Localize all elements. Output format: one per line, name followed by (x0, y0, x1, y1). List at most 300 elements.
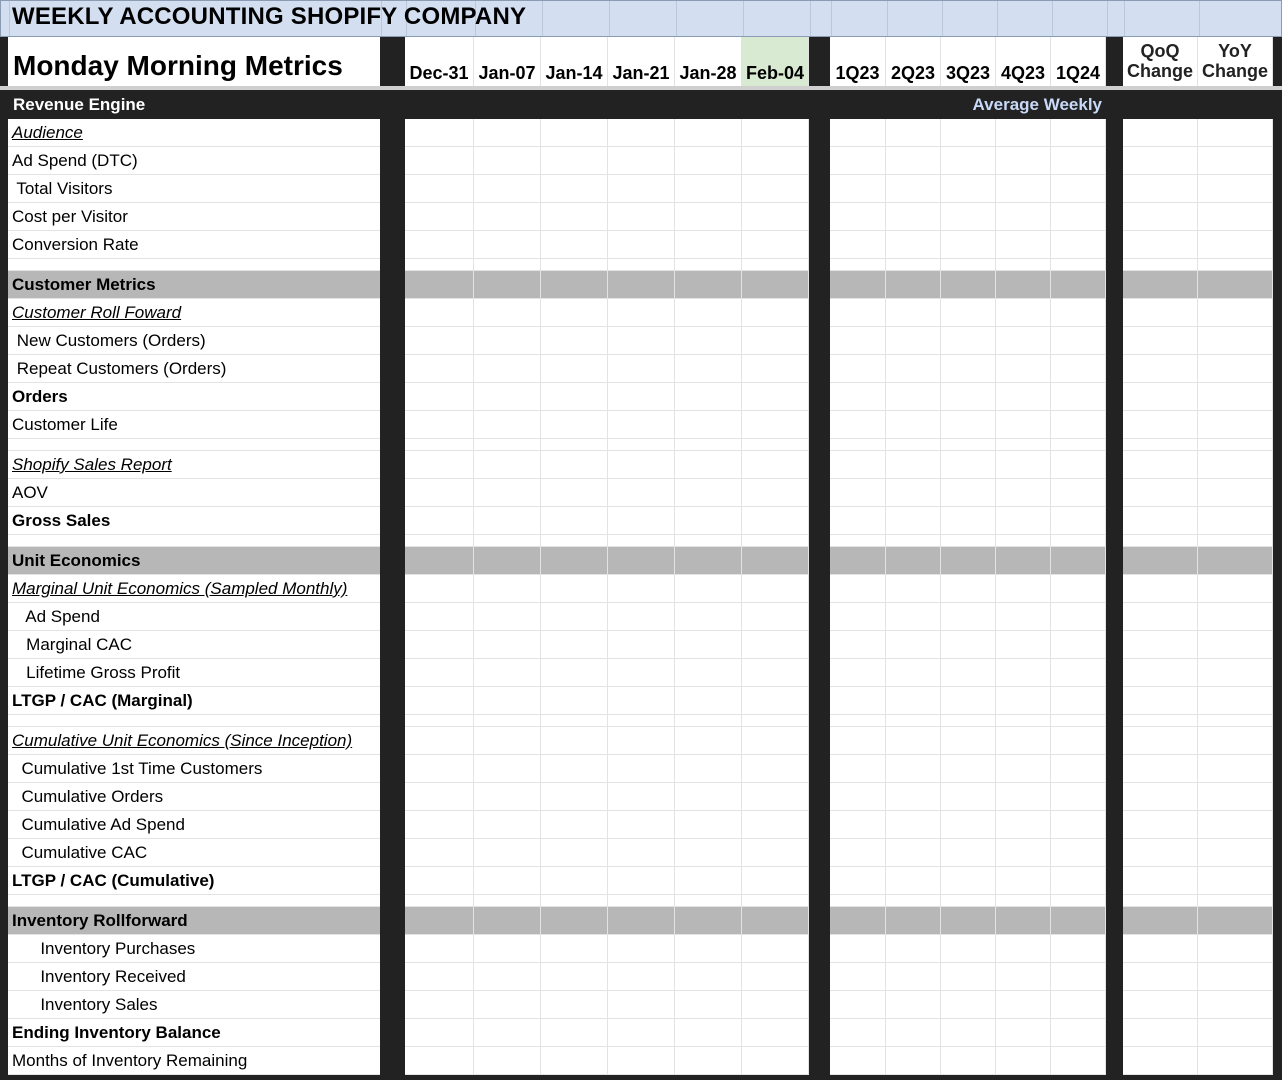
data-cell[interactable] (1198, 687, 1273, 715)
data-cell[interactable] (742, 411, 809, 439)
data-cell[interactable] (742, 535, 809, 547)
data-cell[interactable] (675, 755, 742, 783)
subtitle-cell[interactable] (8, 37, 380, 86)
data-cell[interactable] (996, 963, 1051, 991)
data-cell[interactable] (1051, 147, 1106, 175)
data-cell[interactable] (886, 231, 941, 259)
data-cell[interactable] (608, 811, 675, 839)
data-cell[interactable] (474, 907, 541, 935)
data-cell[interactable] (941, 451, 996, 479)
data-cell[interactable] (675, 119, 742, 147)
row-label-cell[interactable] (8, 119, 380, 147)
data-cell[interactable] (941, 991, 996, 1019)
row-label-cell[interactable] (8, 783, 380, 811)
data-cell[interactable] (941, 1047, 996, 1075)
data-cell[interactable] (675, 991, 742, 1019)
data-cell[interactable] (1123, 507, 1198, 535)
data-cell[interactable] (886, 783, 941, 811)
data-cell[interactable] (474, 451, 541, 479)
data-cell[interactable] (742, 895, 809, 907)
data-cell[interactable] (996, 439, 1051, 451)
data-cell[interactable] (474, 535, 541, 547)
data-cell[interactable] (1123, 575, 1198, 603)
row-label-cell[interactable] (8, 479, 380, 507)
data-cell[interactable] (941, 271, 996, 299)
data-cell[interactable] (886, 479, 941, 507)
data-cell[interactable] (1198, 907, 1273, 935)
data-cell[interactable] (886, 327, 941, 355)
data-cell[interactable] (608, 867, 675, 895)
data-cell[interactable] (405, 1047, 474, 1075)
data-cell[interactable] (1123, 631, 1198, 659)
data-cell[interactable] (941, 411, 996, 439)
row-label-cell[interactable] (8, 811, 380, 839)
data-cell[interactable] (1198, 727, 1273, 755)
data-cell[interactable] (675, 935, 742, 963)
data-cell[interactable] (675, 271, 742, 299)
data-cell[interactable] (742, 783, 809, 811)
data-cell[interactable] (742, 811, 809, 839)
data-cell[interactable] (1123, 535, 1198, 547)
data-cell[interactable] (405, 439, 474, 451)
data-cell[interactable] (996, 991, 1051, 1019)
data-cell[interactable] (1051, 119, 1106, 147)
data-cell[interactable] (886, 631, 941, 659)
data-cell[interactable] (830, 147, 886, 175)
data-cell[interactable] (1051, 575, 1106, 603)
data-cell[interactable] (1051, 507, 1106, 535)
data-cell[interactable] (742, 355, 809, 383)
data-cell[interactable] (541, 575, 608, 603)
data-cell[interactable] (742, 259, 809, 271)
data-cell[interactable] (405, 259, 474, 271)
data-cell[interactable] (941, 507, 996, 535)
data-cell[interactable] (1051, 383, 1106, 411)
data-cell[interactable] (675, 547, 742, 575)
data-cell[interactable] (405, 355, 474, 383)
data-cell[interactable] (608, 411, 675, 439)
data-cell[interactable] (1198, 867, 1273, 895)
data-cell[interactable] (830, 935, 886, 963)
section-header[interactable] (8, 271, 380, 299)
data-cell[interactable] (941, 963, 996, 991)
data-cell[interactable] (405, 231, 474, 259)
data-cell[interactable] (1051, 935, 1106, 963)
data-cell[interactable] (541, 439, 608, 451)
data-cell[interactable] (474, 783, 541, 811)
data-cell[interactable] (405, 687, 474, 715)
data-cell[interactable] (1198, 203, 1273, 231)
data-cell[interactable] (675, 439, 742, 451)
data-cell[interactable] (608, 895, 675, 907)
data-cell[interactable] (742, 755, 809, 783)
data-cell[interactable] (996, 411, 1051, 439)
data-cell[interactable] (608, 907, 675, 935)
quarter-header[interactable]: 1Q24 (1051, 37, 1106, 86)
data-cell[interactable] (830, 259, 886, 271)
data-cell[interactable] (941, 1019, 996, 1047)
row-label-cell[interactable] (8, 631, 380, 659)
data-cell[interactable] (1198, 811, 1273, 839)
data-cell[interactable] (474, 479, 541, 507)
data-cell[interactable] (742, 547, 809, 575)
data-cell[interactable] (996, 383, 1051, 411)
data-cell[interactable] (1198, 175, 1273, 203)
data-cell[interactable] (1051, 895, 1106, 907)
data-cell[interactable] (941, 839, 996, 867)
data-cell[interactable] (1123, 479, 1198, 507)
data-cell[interactable] (1123, 147, 1198, 175)
data-cell[interactable] (830, 479, 886, 507)
data-cell[interactable] (541, 991, 608, 1019)
data-cell[interactable] (405, 147, 474, 175)
data-cell[interactable] (1051, 659, 1106, 687)
data-cell[interactable] (742, 203, 809, 231)
data-cell[interactable] (1198, 327, 1273, 355)
row-label-cell[interactable] (8, 1047, 380, 1075)
data-cell[interactable] (1123, 783, 1198, 811)
data-cell[interactable] (830, 231, 886, 259)
data-cell[interactable] (830, 603, 886, 631)
data-cell[interactable] (1123, 727, 1198, 755)
data-cell[interactable] (608, 659, 675, 687)
data-cell[interactable] (474, 991, 541, 1019)
data-cell[interactable] (886, 119, 941, 147)
data-cell[interactable] (541, 895, 608, 907)
data-cell[interactable] (405, 299, 474, 327)
data-cell[interactable] (886, 271, 941, 299)
data-cell[interactable] (1123, 963, 1198, 991)
data-cell[interactable] (996, 327, 1051, 355)
data-cell[interactable] (941, 755, 996, 783)
data-cell[interactable] (742, 867, 809, 895)
data-cell[interactable] (996, 727, 1051, 755)
data-cell[interactable] (742, 439, 809, 451)
data-cell[interactable] (1051, 547, 1106, 575)
data-cell[interactable] (675, 451, 742, 479)
data-cell[interactable] (474, 147, 541, 175)
quarter-header[interactable]: 1Q23 (830, 37, 886, 86)
data-cell[interactable] (742, 1047, 809, 1075)
data-cell[interactable] (830, 575, 886, 603)
data-cell[interactable] (830, 867, 886, 895)
data-cell[interactable] (1123, 299, 1198, 327)
data-cell[interactable] (886, 811, 941, 839)
data-cell[interactable] (830, 963, 886, 991)
data-cell[interactable] (886, 575, 941, 603)
data-cell[interactable] (1198, 659, 1273, 687)
data-cell[interactable] (541, 907, 608, 935)
data-cell[interactable] (1198, 147, 1273, 175)
data-cell[interactable] (886, 963, 941, 991)
data-cell[interactable] (1123, 119, 1198, 147)
data-cell[interactable] (941, 119, 996, 147)
data-cell[interactable] (541, 811, 608, 839)
data-cell[interactable] (541, 411, 608, 439)
data-cell[interactable] (830, 631, 886, 659)
data-cell[interactable] (996, 603, 1051, 631)
data-cell[interactable] (830, 1047, 886, 1075)
data-cell[interactable] (405, 175, 474, 203)
data-cell[interactable] (996, 299, 1051, 327)
data-cell[interactable] (405, 727, 474, 755)
data-cell[interactable] (405, 383, 474, 411)
row-label-cell[interactable] (8, 299, 380, 327)
data-cell[interactable] (886, 451, 941, 479)
data-cell[interactable] (830, 907, 886, 935)
data-cell[interactable] (941, 867, 996, 895)
data-cell[interactable] (1051, 839, 1106, 867)
data-cell[interactable] (1123, 231, 1198, 259)
data-cell[interactable] (541, 631, 608, 659)
data-cell[interactable] (1051, 963, 1106, 991)
data-cell[interactable] (541, 839, 608, 867)
data-cell[interactable] (1051, 631, 1106, 659)
data-cell[interactable] (941, 715, 996, 727)
data-cell[interactable] (941, 355, 996, 383)
data-cell[interactable] (1051, 271, 1106, 299)
data-cell[interactable] (608, 547, 675, 575)
data-cell[interactable] (474, 811, 541, 839)
data-cell[interactable] (742, 963, 809, 991)
data-cell[interactable] (405, 507, 474, 535)
data-cell[interactable] (1198, 631, 1273, 659)
data-cell[interactable] (886, 687, 941, 715)
data-cell[interactable] (886, 895, 941, 907)
data-cell[interactable] (830, 439, 886, 451)
data-cell[interactable] (541, 355, 608, 383)
data-cell[interactable] (474, 271, 541, 299)
data-cell[interactable] (886, 715, 941, 727)
data-cell[interactable] (830, 1019, 886, 1047)
data-cell[interactable] (941, 907, 996, 935)
data-cell[interactable] (1198, 895, 1273, 907)
data-cell[interactable] (996, 147, 1051, 175)
data-cell[interactable] (1198, 783, 1273, 811)
data-cell[interactable] (941, 259, 996, 271)
data-cell[interactable] (1123, 327, 1198, 355)
data-cell[interactable] (405, 575, 474, 603)
data-cell[interactable] (1051, 991, 1106, 1019)
data-cell[interactable] (996, 839, 1051, 867)
data-cell[interactable] (886, 839, 941, 867)
data-cell[interactable] (474, 203, 541, 231)
data-cell[interactable] (1198, 507, 1273, 535)
row-label-cell[interactable] (8, 507, 380, 535)
data-cell[interactable] (541, 119, 608, 147)
data-cell[interactable] (1051, 439, 1106, 451)
data-cell[interactable] (941, 811, 996, 839)
data-cell[interactable] (474, 727, 541, 755)
data-cell[interactable] (996, 811, 1051, 839)
row-label-cell[interactable] (8, 755, 380, 783)
data-cell[interactable] (941, 479, 996, 507)
data-cell[interactable] (1198, 259, 1273, 271)
data-cell[interactable] (608, 383, 675, 411)
data-cell[interactable] (830, 727, 886, 755)
data-cell[interactable] (474, 327, 541, 355)
data-cell[interactable] (886, 507, 941, 535)
data-cell[interactable] (1198, 839, 1273, 867)
quarter-header[interactable]: 2Q23 (886, 37, 941, 86)
data-cell[interactable] (941, 575, 996, 603)
data-cell[interactable] (996, 783, 1051, 811)
data-cell[interactable] (886, 411, 941, 439)
data-cell[interactable] (742, 907, 809, 935)
data-cell[interactable] (675, 895, 742, 907)
data-cell[interactable] (886, 175, 941, 203)
data-cell[interactable] (608, 203, 675, 231)
data-cell[interactable] (1123, 439, 1198, 451)
data-cell[interactable] (541, 963, 608, 991)
data-cell[interactable] (608, 575, 675, 603)
data-cell[interactable] (830, 411, 886, 439)
data-cell[interactable] (1198, 411, 1273, 439)
data-cell[interactable] (675, 147, 742, 175)
row-label-cell[interactable] (8, 839, 380, 867)
data-cell[interactable] (405, 411, 474, 439)
data-cell[interactable] (474, 867, 541, 895)
data-cell[interactable] (886, 727, 941, 755)
data-cell[interactable] (996, 175, 1051, 203)
data-cell[interactable] (474, 259, 541, 271)
data-cell[interactable] (1123, 715, 1198, 727)
data-cell[interactable] (1198, 271, 1273, 299)
data-cell[interactable] (675, 907, 742, 935)
data-cell[interactable] (742, 687, 809, 715)
data-cell[interactable] (405, 119, 474, 147)
data-cell[interactable] (405, 451, 474, 479)
data-cell[interactable] (675, 479, 742, 507)
data-cell[interactable] (941, 659, 996, 687)
data-cell[interactable] (541, 299, 608, 327)
data-cell[interactable] (742, 327, 809, 355)
data-cell[interactable] (742, 575, 809, 603)
data-cell[interactable] (742, 727, 809, 755)
data-cell[interactable] (474, 963, 541, 991)
data-cell[interactable] (886, 203, 941, 231)
data-cell[interactable] (742, 299, 809, 327)
data-cell[interactable] (608, 439, 675, 451)
data-cell[interactable] (1051, 727, 1106, 755)
data-cell[interactable] (996, 547, 1051, 575)
data-cell[interactable] (996, 119, 1051, 147)
data-cell[interactable] (1051, 907, 1106, 935)
data-cell[interactable] (1051, 603, 1106, 631)
row-label-cell[interactable] (8, 659, 380, 687)
data-cell[interactable] (474, 507, 541, 535)
data-cell[interactable] (742, 507, 809, 535)
data-cell[interactable] (742, 603, 809, 631)
data-cell[interactable] (1123, 755, 1198, 783)
data-cell[interactable] (1051, 687, 1106, 715)
data-cell[interactable] (474, 119, 541, 147)
data-cell[interactable] (474, 715, 541, 727)
data-cell[interactable] (608, 839, 675, 867)
data-cell[interactable] (474, 755, 541, 783)
quarter-header[interactable]: 3Q23 (941, 37, 996, 86)
data-cell[interactable] (405, 963, 474, 991)
data-cell[interactable] (608, 963, 675, 991)
data-cell[interactable] (405, 755, 474, 783)
data-cell[interactable] (996, 575, 1051, 603)
data-cell[interactable] (1051, 811, 1106, 839)
week-header[interactable]: Jan-21 (608, 37, 675, 86)
data-cell[interactable] (474, 631, 541, 659)
data-cell[interactable] (886, 147, 941, 175)
data-cell[interactable] (675, 575, 742, 603)
data-cell[interactable] (1123, 895, 1198, 907)
data-cell[interactable] (541, 327, 608, 355)
data-cell[interactable] (608, 507, 675, 535)
data-cell[interactable] (941, 231, 996, 259)
data-cell[interactable] (405, 203, 474, 231)
data-cell[interactable] (742, 715, 809, 727)
data-cell[interactable] (541, 175, 608, 203)
data-cell[interactable] (996, 659, 1051, 687)
data-cell[interactable] (886, 439, 941, 451)
section-header[interactable] (8, 907, 380, 935)
data-cell[interactable] (474, 839, 541, 867)
data-cell[interactable] (1051, 867, 1106, 895)
data-cell[interactable] (742, 271, 809, 299)
data-cell[interactable] (830, 383, 886, 411)
data-cell[interactable] (886, 383, 941, 411)
data-cell[interactable] (1051, 411, 1106, 439)
data-cell[interactable] (742, 839, 809, 867)
data-cell[interactable] (742, 231, 809, 259)
data-cell[interactable] (996, 1019, 1051, 1047)
data-cell[interactable] (474, 231, 541, 259)
data-cell[interactable] (996, 907, 1051, 935)
data-cell[interactable] (675, 411, 742, 439)
row-label-cell[interactable] (8, 687, 380, 715)
data-cell[interactable] (996, 507, 1051, 535)
data-cell[interactable] (541, 783, 608, 811)
data-cell[interactable] (474, 547, 541, 575)
data-cell[interactable] (1123, 867, 1198, 895)
data-cell[interactable] (886, 907, 941, 935)
data-cell[interactable] (1123, 547, 1198, 575)
data-cell[interactable] (1198, 963, 1273, 991)
data-cell[interactable] (1051, 299, 1106, 327)
data-cell[interactable] (830, 839, 886, 867)
data-cell[interactable] (996, 259, 1051, 271)
week-header[interactable]: Jan-07 (474, 37, 541, 86)
data-cell[interactable] (996, 271, 1051, 299)
data-cell[interactable] (1198, 383, 1273, 411)
data-cell[interactable] (474, 383, 541, 411)
data-cell[interactable] (474, 687, 541, 715)
data-cell[interactable] (675, 383, 742, 411)
row-label-cell[interactable] (8, 411, 380, 439)
row-label-cell[interactable] (8, 1019, 380, 1047)
data-cell[interactable] (608, 603, 675, 631)
data-cell[interactable] (1198, 603, 1273, 631)
data-cell[interactable] (830, 327, 886, 355)
data-cell[interactable] (474, 299, 541, 327)
data-cell[interactable] (830, 811, 886, 839)
data-cell[interactable] (541, 687, 608, 715)
data-cell[interactable] (886, 1019, 941, 1047)
data-cell[interactable] (1123, 383, 1198, 411)
data-cell[interactable] (675, 631, 742, 659)
data-cell[interactable] (608, 991, 675, 1019)
row-label-cell[interactable] (8, 963, 380, 991)
data-cell[interactable] (675, 259, 742, 271)
row-label-cell[interactable] (8, 603, 380, 631)
data-cell[interactable] (675, 867, 742, 895)
